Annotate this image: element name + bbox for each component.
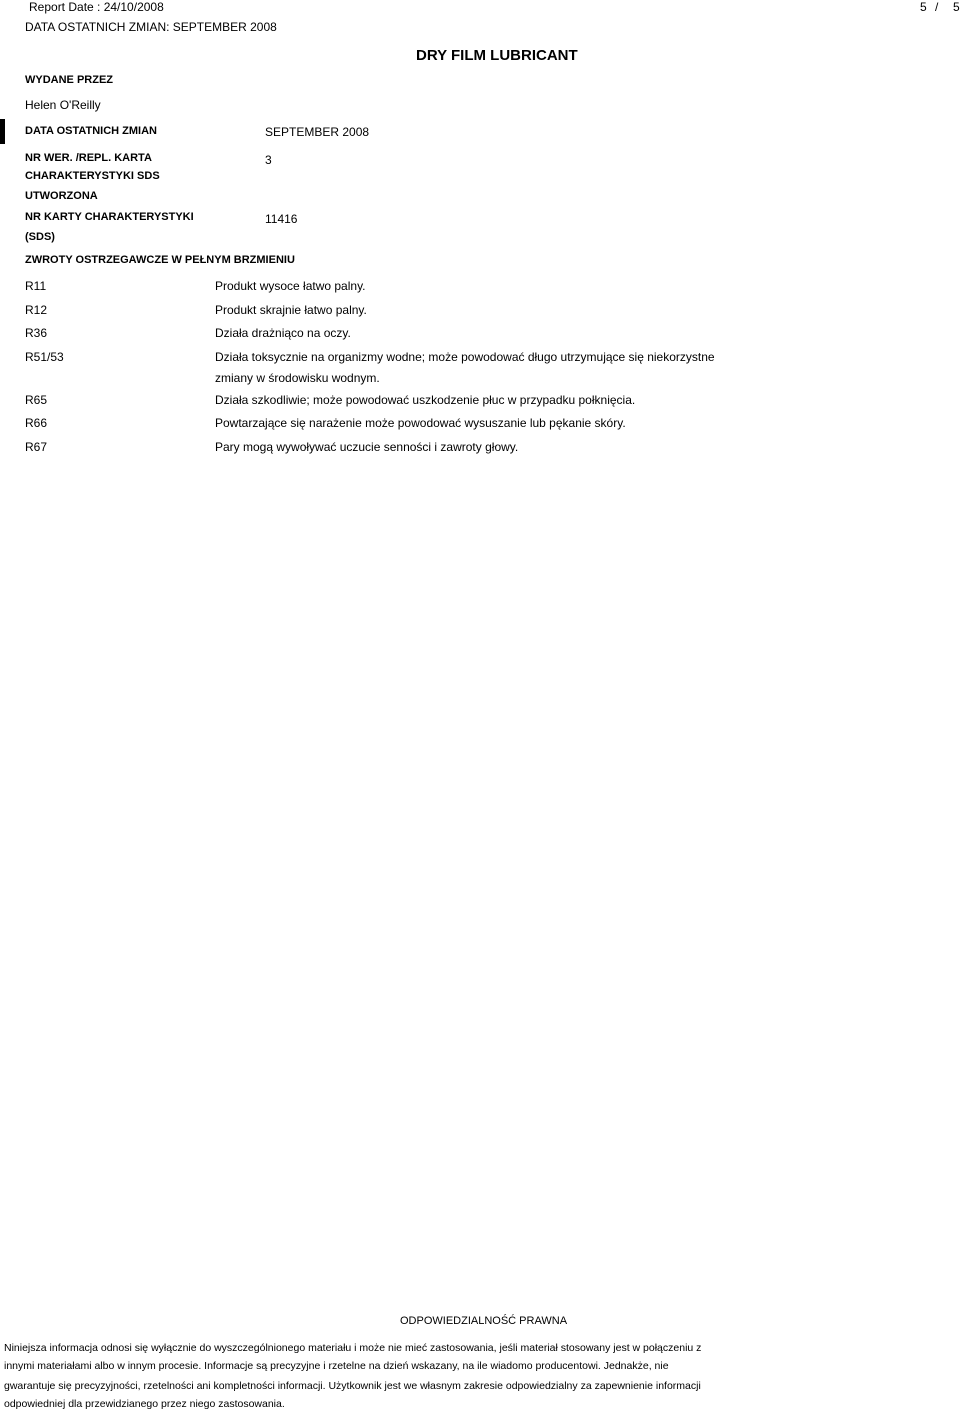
version-value: 3 xyxy=(265,153,272,167)
risk-code: R65 xyxy=(25,393,48,407)
risk-code: R67 xyxy=(25,440,48,454)
sds-value: 11416 xyxy=(265,212,298,226)
revision-value: SEPTEMBER 2008 xyxy=(265,125,370,139)
version-label-line2: CHARAKTERYSTYKI SDS xyxy=(25,170,160,182)
report-date: Report Date : 24/10/2008 xyxy=(29,0,164,14)
page-current: 5 xyxy=(920,0,927,14)
disclaimer-heading: ODPOWIEDZIALNOŚĆ PRAWNA xyxy=(400,1315,568,1327)
risk-code: R11 xyxy=(25,279,47,293)
risk-section-heading: ZWROTY OSTRZEGAWCZE W PEŁNYM BRZMIENIU xyxy=(25,254,295,266)
risk-text: Pary mogą wywoływać uczucie senności i zawroty głowy. xyxy=(215,440,519,454)
issued-by-label: WYDANE PRZEZ xyxy=(25,74,113,86)
risk-text: Powtarzające się narażenie może powodować wysuszanie lub pękanie skóry. xyxy=(215,416,626,430)
disclaimer-line: gwarantuje się precyzyjności, rzetelności ani kompletności informacji. Użytkownik jest we własnym zakresie odpowiedzialny za zapewnienie informacji xyxy=(4,1380,701,1392)
risk-text-continuation: zmiany w środowisku wodnym. xyxy=(215,371,380,385)
sds-label-line1: NR KARTY CHARAKTERYSTYKI xyxy=(25,211,194,223)
risk-code: R66 xyxy=(25,416,48,430)
version-label-line1: NR WER. /REPL. KARTA xyxy=(25,152,152,164)
page-separator: / xyxy=(935,0,939,14)
revision-line: DATA OSTATNICH ZMIAN: SEPTEMBER 2008 xyxy=(25,20,277,34)
disclaimer-line: Niniejsza informacja odnosi się wyłącznie do wyszczególnionego materiału i może nie mieć zastosowania, jeśli materiał stosowany jest w połączeniu z xyxy=(4,1342,702,1354)
page-total: 5 xyxy=(953,0,960,14)
issued-by-value: Helen O'Reilly xyxy=(25,98,101,112)
risk-text: Działa toksycznie na organizmy wodne; może powodować długo utrzymujące się niekorzystne xyxy=(215,350,715,364)
risk-text: Produkt wysoce łatwo palny. xyxy=(215,279,366,293)
risk-code: R12 xyxy=(25,303,48,317)
disclaimer-line: innymi materiałami albo w innym procesie. Informacje są precyzyjne i rzetelne na dzień wskazany, na ile wiadomo producentowi. Jednakże, nie xyxy=(4,1360,669,1372)
version-label-line3: UTWORZONA xyxy=(25,190,98,202)
risk-text: Produkt skrajnie łatwo palny. xyxy=(215,303,367,317)
revision-label: DATA OSTATNICH ZMIAN xyxy=(25,125,157,137)
risk-code: R36 xyxy=(25,326,48,340)
risk-text: Działa drażniąco na oczy. xyxy=(215,326,351,340)
section-marker-bar xyxy=(0,119,5,144)
risk-code: R51/53 xyxy=(25,350,64,364)
risk-text: Działa szkodliwie; może powodować uszkodzenie płuc w przypadku połknięcia. xyxy=(215,393,636,407)
sds-label-line2: (SDS) xyxy=(25,231,55,243)
product-title: DRY FILM LUBRICANT xyxy=(416,47,578,64)
disclaimer-line: odpowiedniej dla przewidzianego przez niego zastosowania. xyxy=(4,1398,285,1410)
